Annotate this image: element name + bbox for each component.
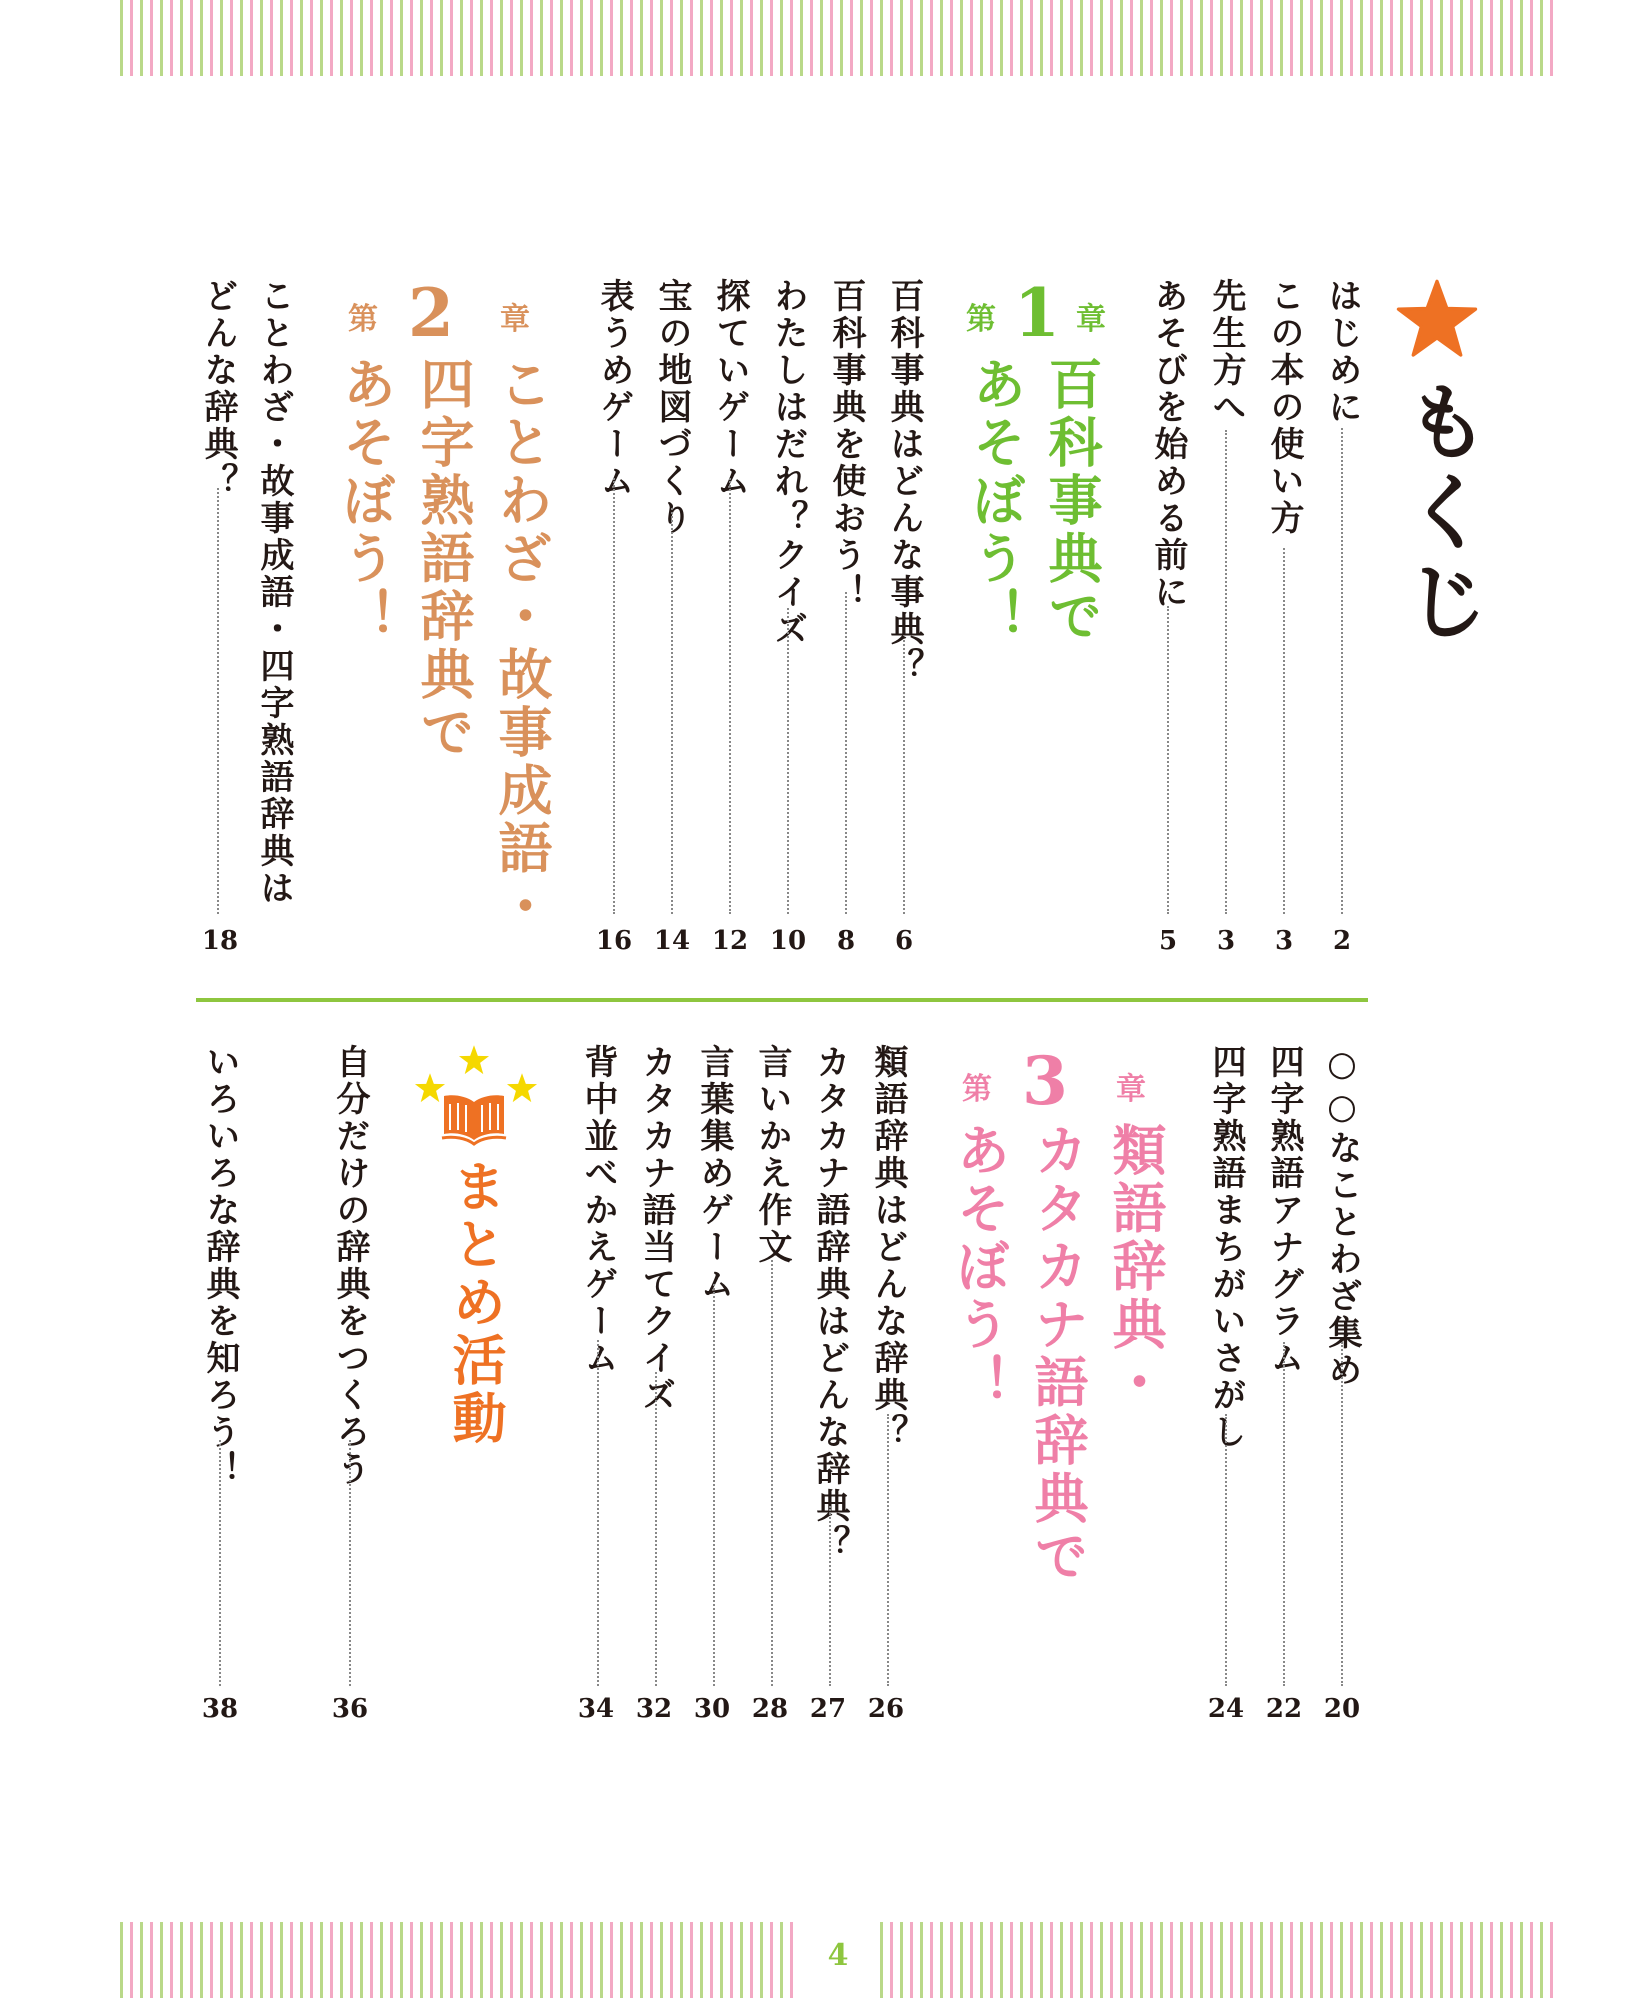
chapter3-title-line2: カタカナ語辞典で [1026,1122,1089,1586]
page-ref: 27 [809,1694,847,1724]
bottom-right-stripe-border [880,1922,1560,1998]
entry-label: いろいろな辞典を知ろう！ [200,1044,240,1488]
chapter3-sho: 章 [1116,1072,1146,1107]
entry-label: 四字熟語アナグラム [1264,1044,1304,1377]
chapter3-number: 3 [1022,1042,1068,1120]
toc-entry-summary-2[interactable] [192,1044,248,1488]
toc-entry-ch1-3[interactable] [760,278,816,648]
page-number: 4 [827,1938,849,1973]
entry-label: カタカナ語辞典はどんな辞典？ [810,1044,850,1562]
dot-leader [349,1440,351,1686]
entry-label: 百科事典を使おう！ [826,278,866,611]
entry-label: ○○なことわざ集め [1322,1044,1362,1389]
chapter1-sho: 章 [1076,302,1106,337]
yellow-star-icon [506,1072,538,1104]
toc-entry-ch3-3[interactable] [744,1044,800,1266]
chapter2-number: 2 [408,274,454,352]
page-ref: 32 [635,1694,673,1724]
page-ref: 18 [201,926,239,956]
chapter2-title-line3: あそぼう！ [334,356,397,646]
dot-leader [845,592,847,914]
entry-label: はじめに [1322,278,1362,426]
page-ref: 30 [693,1694,731,1724]
page-ref: 14 [653,926,691,956]
chapter3-title-line1: 類語辞典・ [1104,1122,1167,1412]
page-ref: 22 [1265,1694,1303,1724]
chapter1-title-line2: あそぼう！ [964,356,1027,646]
chapter2-title-line2: 四字熟語辞典で [412,356,475,762]
toc-entry-ch1-5[interactable] [644,278,700,537]
dot-leader [829,1506,831,1686]
toc-entry-ch2-1[interactable] [246,278,302,907]
toc-entry-ch2-4[interactable] [1198,1044,1254,1451]
chapter2-title-line1: ことわざ・故事成語・ [490,356,553,936]
entry-label: 百科事典はどんな事典？ [884,278,924,685]
dot-leader [1283,548,1285,914]
section-divider [196,998,1368,1002]
entry-label: この本の使い方 [1264,278,1304,537]
chapter2-dai: 第 [348,302,378,337]
dot-leader [1225,1414,1227,1686]
entry-label: 探ていゲーム [710,278,750,500]
dot-leader [903,640,905,914]
entry-label: 四字熟語まちがいさがし [1206,1044,1246,1451]
yellow-star-icon [458,1044,490,1076]
toc-entry-ch2-1-cont[interactable] [190,278,246,500]
bottom-left-stripe-border [120,1922,800,1998]
toc-entry-before-play[interactable] [1140,278,1196,611]
page-ref: 8 [836,926,856,956]
entry-label: 先生方へ [1206,278,1246,426]
page-ref: 16 [595,926,633,956]
toc-entry-ch1-2[interactable] [818,278,874,611]
page-ref: 5 [1158,926,1178,956]
entry-label: 言いかえ作文 [752,1044,792,1266]
page-ref: 10 [769,926,807,956]
page-ref: 28 [751,1694,789,1724]
entry-label: 表うめゲーム [594,278,634,500]
page-ref: 26 [867,1694,905,1724]
dot-leader [671,508,673,914]
dot-leader [1341,428,1343,914]
page-ref: 36 [331,1694,369,1724]
entry-label: わたしはだれ？クイズ [768,278,808,648]
entry-label: 背中並べかえゲーム [578,1044,618,1377]
page-ref: 3 [1274,926,1294,956]
entry-label: あそびを始める前に [1148,278,1188,611]
entry-label: 言葉集めゲーム [694,1044,734,1303]
dot-leader [597,1340,599,1686]
dot-leader [1283,1342,1285,1686]
dot-leader [655,1372,657,1686]
dot-leader [613,478,615,914]
page-ref: 3 [1216,926,1236,956]
dot-leader [219,1440,221,1686]
toc-entry-ch2-3[interactable] [1256,1044,1312,1377]
chapter3-title-line3: あそぼう！ [948,1122,1011,1412]
entry-label-line2: どんな辞典？ [198,278,238,500]
toc-entry-ch1-4[interactable] [702,278,758,500]
toc-entry-ch3-5[interactable] [628,1044,684,1414]
page-ref: 2 [1332,926,1352,956]
page-ref: 12 [711,926,749,956]
page-title: もくじ [1392,378,1490,648]
dot-leader [771,1260,773,1686]
toc-entry-ch1-6[interactable] [586,278,642,500]
toc-entry-ch2-2[interactable] [1314,1044,1370,1389]
orange-star-icon [1396,278,1478,360]
top-stripe-border [120,0,1560,76]
page-ref: 24 [1207,1694,1245,1724]
toc-entry-how-to-use[interactable] [1256,278,1312,537]
entry-label: カタカナ語当てクイズ [636,1044,676,1414]
entry-label-line1: ことわざ・故事成語・四字熟語辞典は [254,278,294,907]
toc-entry-ch3-2[interactable] [802,1044,858,1562]
dot-leader [1225,430,1227,914]
chapter1-title-line1: 百科事典で [1040,356,1103,646]
toc-entry-ch3-1[interactable] [860,1044,916,1451]
entry-label: 類語辞典はどんな辞典？ [868,1044,908,1451]
toc-entry-hajimeni[interactable] [1314,278,1370,426]
page-ref: 38 [201,1694,239,1724]
page-ref: 6 [894,926,914,956]
dot-leader [1341,1342,1343,1686]
entry-label: 宝の地図づくり [652,278,692,537]
chapter1-number: 1 [1014,274,1060,352]
dot-leader [729,478,731,914]
open-book-icon [440,1090,508,1146]
toc-entry-for-teachers[interactable] [1198,278,1254,426]
chapter2-sho: 章 [500,302,530,337]
dot-leader [713,1284,715,1686]
toc-entry-summary-1[interactable] [322,1044,378,1488]
dot-leader [1167,606,1169,914]
entry-label: 自分だけの辞典をつくろう [330,1044,370,1488]
toc-entry-ch1-1[interactable] [876,278,932,685]
dot-leader [887,1414,889,1686]
page-ref: 34 [577,1694,615,1724]
dot-leader [787,608,789,914]
toc-entry-ch3-6[interactable] [570,1044,626,1377]
toc-entry-ch3-4[interactable] [686,1044,742,1303]
chapter3-dai: 第 [962,1072,992,1107]
dot-leader [217,488,219,914]
summary-title: まとめ活動 [444,1158,507,1448]
page-ref: 20 [1323,1694,1361,1724]
chapter1-dai: 第 [966,302,996,337]
